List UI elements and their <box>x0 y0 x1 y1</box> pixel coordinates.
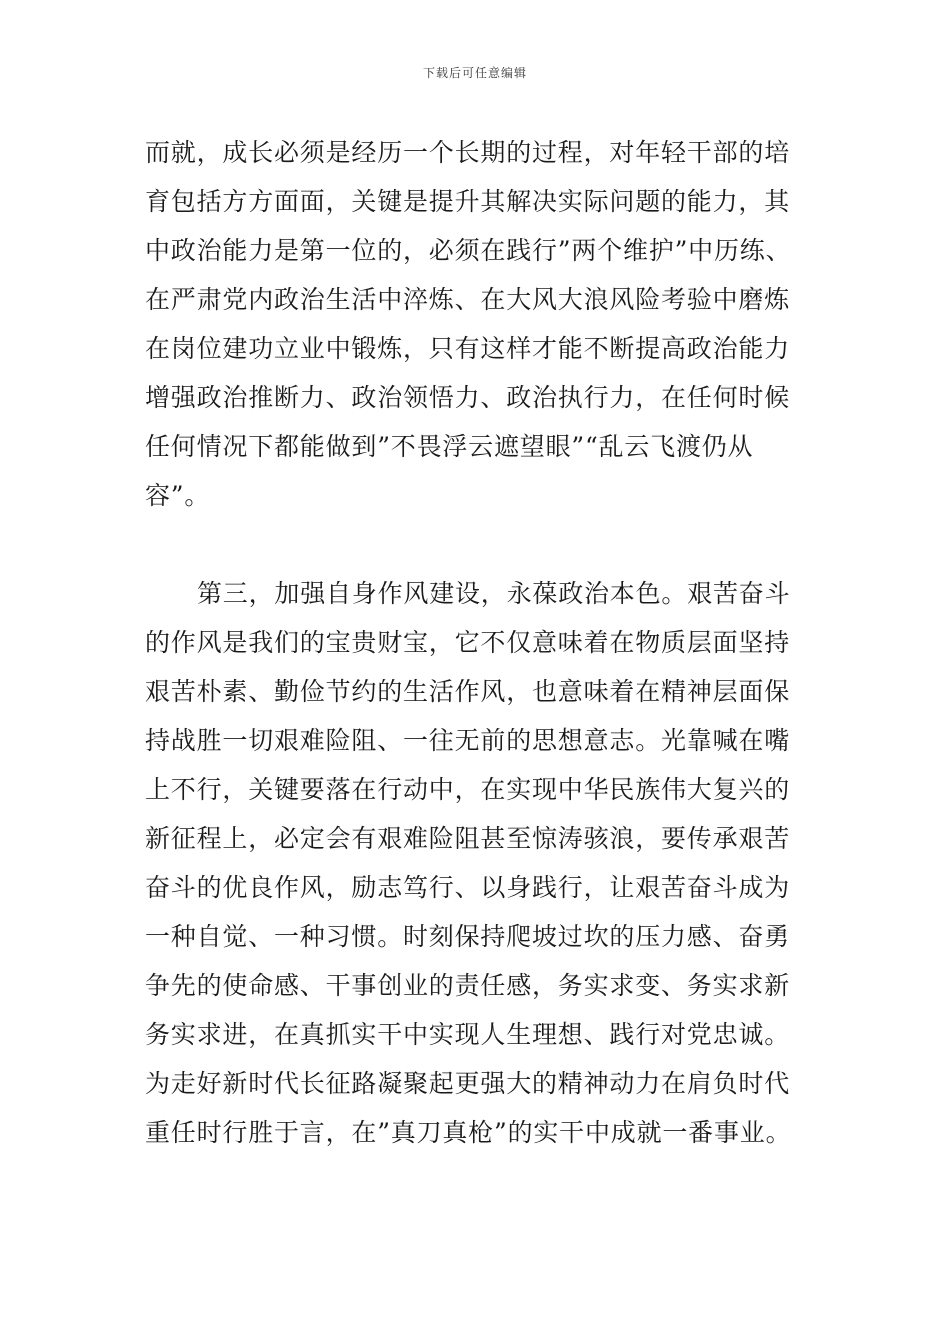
text-line-indented: 第三，加强自身作风建设，永葆政治本色。艰苦奋斗 <box>197 579 791 608</box>
text-line: 一种自觉、一种习惯。时刻保持爬坡过坎的压力感、奋勇 <box>145 922 791 951</box>
text-line: 为走好新时代长征路凝聚起更强大的精神动力在肩负时代 <box>145 1069 791 1098</box>
text-line: 增强政治推断力、政治领悟力、政治执行力，在任何时候 <box>145 383 791 412</box>
text-line: 中政治能力是第一位的，必须在践行”两个维护”中历练、 <box>145 236 792 265</box>
page-header: 下载后可任意编辑 <box>422 66 527 80</box>
text-line: 在岗位建功立业中锻炼，只有这样才能不断提高政治能力 <box>145 334 791 363</box>
paragraph-2 <box>145 569 815 1157</box>
text-line: 务实求进，在真抓实干中实现人生理想、践行对党忠诚。 <box>145 1020 791 1049</box>
document-body <box>145 128 815 1157</box>
text-line: 容”。 <box>145 481 211 510</box>
paragraph-1 <box>145 128 815 520</box>
text-line: 艰苦朴素、勤俭节约的生活作风，也意味着在精神层面保 <box>145 677 791 706</box>
text-line: 育包括方方面面，关键是提升其解决实际问题的能力，其 <box>145 187 791 216</box>
text-line: 持战胜一切艰难险阻、一往无前的思想意志。光靠喊在嘴 <box>145 726 791 755</box>
paragraph-spacer <box>145 520 815 569</box>
text-line: 而就，成长必须是经历一个长期的过程，对年轻干部的培 <box>145 138 791 167</box>
text-line: 争先的使命感、干事创业的责任感，务实求变、务实求新 <box>145 971 791 1000</box>
text-line: 新征程上，必定会有艰难险阻甚至惊涛骇浪，要传承艰苦 <box>145 824 791 853</box>
text-line: 的作风是我们的宝贵财宝，它不仅意味着在物质层面坚持 <box>145 628 791 657</box>
text-line: 任何情况下都能做到”不畏浮云遮望眼”“乱云飞渡仍从 <box>145 432 754 461</box>
text-line: 奋斗的优良作风，励志笃行、以身践行，让艰苦奋斗成为 <box>145 873 791 902</box>
text-line: 上不行，关键要落在行动中，在实现中华民族伟大复兴的 <box>145 775 791 804</box>
text-line: 在严肃党内政治生活中淬炼、在大风大浪风险考验中磨炼 <box>145 285 791 314</box>
text-line: 重任时行胜于言，在”真刀真枪”的实干中成就一番事业。 <box>145 1118 792 1147</box>
